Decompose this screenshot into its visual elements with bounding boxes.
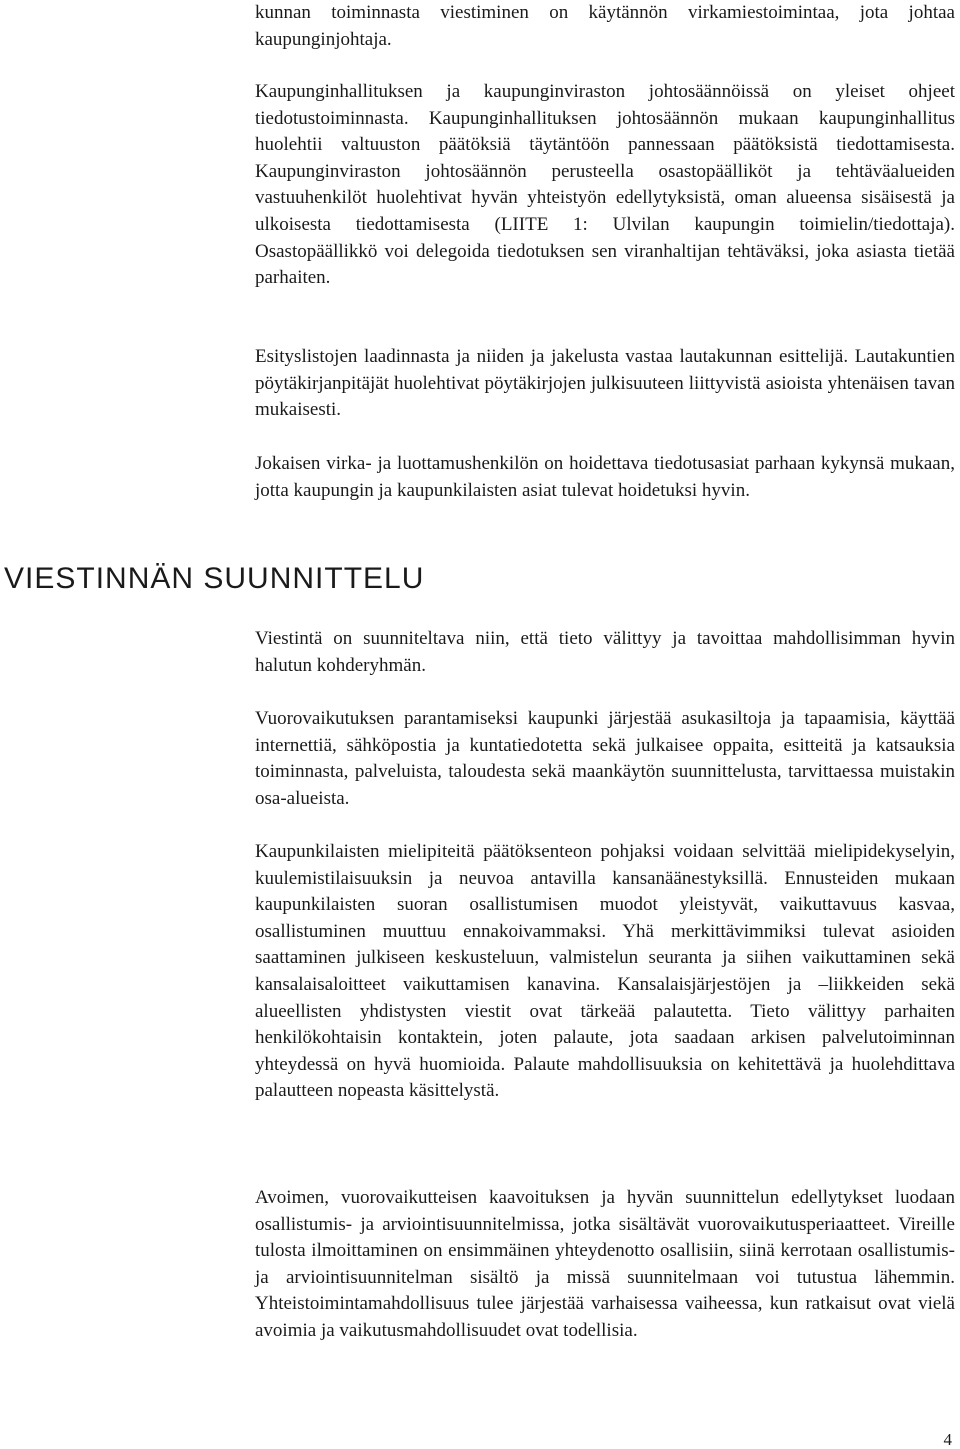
paragraph-kaavoitus: Avoimen, vuorovaikutteisen kaavoituksen ja hyvän suunnittelun edellytykset luodaan osallistumis- ja arviointisuunnitelmissa, jotka sisältävät vuorovaikutusperiaatteet. Vireille tulosta ilmoittaminen on ensimmäinen yhteydenotto osallisiin, siinä kerrotaan osallistumis- ja arviointisuunnitelman sisältö ja missä suunnitelmaan voi tutustua lähemmin. Yhteistoimintamahdollisuus tulee järjestää varhaisessa vaiheessa, kun ratkaisut ovat vielä avoimia ja vaikutusmahdollisuudet ovat todellisia. (255, 1187, 955, 1341)
paragraph-johtosaannot: Kaupunginhallituksen ja kaupunginviraston johtosäännöissä on yleiset ohjeet tiedotustoiminnasta. Kaupunginhallituksen johtosäännön mukaan kaupunginhallitus huolehtii valtuuston päätöksiä täytäntöön pannessaan päätöksistä tiedottamisesta. Kaupunginviraston johtosäännön perusteella osastopäälliköt ja tehtäväalueiden vastuuhenkilöt huolehtivat hyvän yhteistyön edellytyksistä, oman alueensa sisäisestä ja ulkoisesta tiedottamisesta (LIITE 1: Ulvilan kaupungin toimielin/tiedottaja). Osastopäällikkö voi delegoida tiedotuksen sen viranhaltijan tehtäväksi, joka asiasta tietää parhaiten. (255, 81, 955, 289)
paragraph-vuorovaikutus: Vuorovaikutuksen parantamiseksi kaupunki järjestää asukasiltoja ja tapaamisia, käyttää internettiä, sähköpostia ja kuntatiedotetta sekä julkaisee oppaita, esitteitä ja katsauksia toiminnasta, palveluista, taloudesta sekä maankäytön suunnittelusta, tarvittaessa muistakin osa-alueista. (255, 708, 955, 809)
section-heading: VIESTINNÄN SUUNNITTELU (4, 562, 425, 595)
paragraph-viestinnan-tavoite: Viestintä on suunniteltava niin, että tieto välittyy ja tavoittaa mahdollisimman hyvin halutun kohderyhmän. (255, 628, 955, 676)
page-number: 4 (943, 1430, 952, 1449)
paragraph-esityslistat: Esityslistojen laadinnasta ja niiden ja jakelusta vastaa lautakunnan esittelijä. Lautakuntien pöytäkirjanpitäjät huolehtivat pöytäkirjojen julkisuuteen liittyvistä asioista yhtenäisen tavan mukaisesti. (255, 346, 955, 421)
paragraph-mielipiteet: Kaupunkilaisten mielipiteitä päätöksenteon pohjaksi voidaan selvittää mielipidekyselyin, kuulemistilaisuuksin ja neuvoa antavilla kansanäänestyksillä. Ennusteiden mukaan kaupunkilaisten suoran osallistumisen muodot yleistyvät, vaikuttavuus kasvaa, osallistuminen muuttuu ennakoivammaksi. Yhä merkittävimmiksi tulevat asioiden saattaminen julkiseen keskusteluun, valmistelun seuranta ja siihen vaikuttaminen sekä kansalaisaloitteet vaikuttamisen kanavina. Kansalaisjärjestöjen ja –liikkeiden sekä alueellisten yhdistysten viestit ovat tärkeää palautetta. Tieto välittyy parhaiten henkilökohtaisin kontaktein, joten palaute, jota saadaan arkisen palvelutoiminnan yhteydessä on hyvä huomioida. Palaute mahdollisuuksia on kehitettävä ja huolehdittava palautteen nopeasta käsittelystä. (255, 841, 955, 1102)
paragraph-virka-ja-luottamushenkilot: Jokaisen virka- ja luottamushenkilön on hoidettava tiedotusasiat parhaan kykynsä mukaan, jotta kaupungin ja kaupunkilaisten asiat tulevat hoidetuksi hyvin. (255, 453, 955, 501)
paragraph-intro-continued: kunnan toiminnasta viestiminen on käytännön virkamiestoimintaa, jota johtaa kaupunginjohtaja. (255, 2, 955, 50)
